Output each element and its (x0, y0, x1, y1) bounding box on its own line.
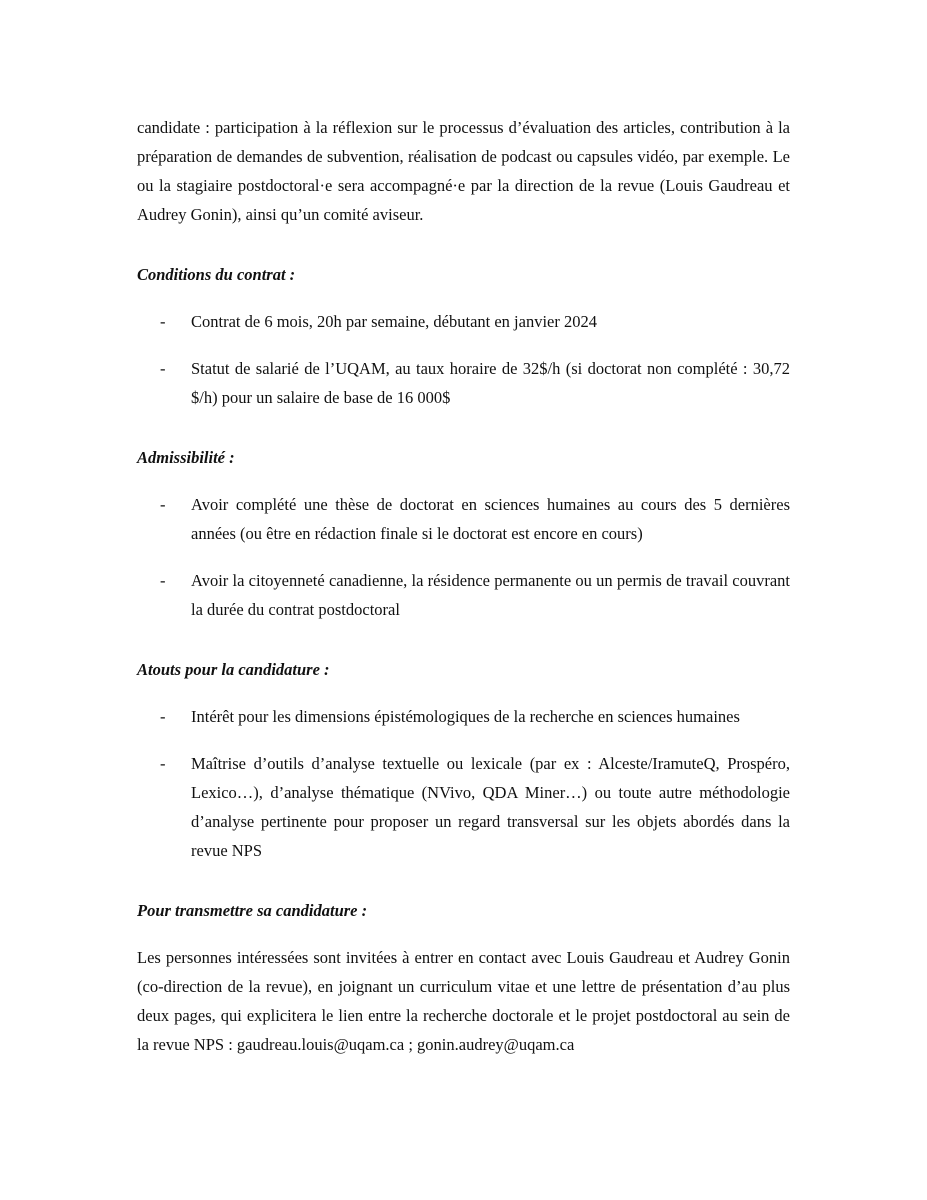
bullet-dash: - (160, 707, 166, 726)
list-item (137, 354, 790, 412)
final-paragraph: Les personnes intéressées sont invitées à entrer en contact avec Louis Gaudreau et Audrey Gonin (co-direction de la revue), en joignant un curriculum vitae et une lettre de présentation d’au plus deux pages, qui explicitera le lien entre la recherche doctorale et le projet postdoctoral au sein de la revue NPS : gaudreau.louis@uqam.ca ; gonin.audrey@uqam.ca (137, 948, 790, 1054)
bullet-dash: - (160, 571, 166, 590)
list-item (137, 490, 790, 548)
list-item (137, 749, 790, 865)
bullet-dash: - (160, 495, 166, 514)
heading-pour-transmettre-sa-candidature: Pour transmettre sa candidature : (137, 901, 368, 920)
list-item (137, 702, 790, 731)
list-admissibilite (137, 490, 790, 624)
list-item-text: Contrat de 6 mois, 20h par semaine, débutant en janvier 2024 (191, 312, 597, 331)
list-item-text: Maîtrise d’outils d’analyse textuelle ou lexicale (par ex : Alceste/IramuteQ, Prospéro, Lexico…), d’analyse thématique (NVivo, QDA Miner…) ou toute autre méthodologie d’analyse pertinente pour proposer un regard transversal sur les objets abordés dans la revue NPS (191, 754, 790, 860)
document-page (137, 113, 790, 1059)
heading-admissibilite: Admissibilité : (137, 448, 235, 467)
list-atouts-pour-la-candidature (137, 702, 790, 865)
bullet-dash: - (160, 312, 166, 331)
list-conditions-du-contrat (137, 307, 790, 412)
heading-conditions-du-contrat: Conditions du contrat : (137, 265, 296, 284)
list-item (137, 566, 790, 624)
list-item-text: Avoir la citoyenneté canadienne, la résidence permanente ou un permis de travail couvrant la durée du contrat postdoctoral (191, 571, 790, 619)
heading-atouts-pour-la-candidature: Atouts pour la candidature : (137, 660, 330, 679)
intro-paragraph: candidate : participation à la réflexion sur le processus d’évaluation des articles, contribution à la préparation de demandes de subvention, réalisation de podcast ou capsules vidéo, par exemple. Le ou la stagiaire postdoctoral·e sera accompagné·e par la direction de la revue (Louis Gaudreau et Audrey Gonin), ainsi qu’un comité aviseur. (137, 118, 790, 224)
bullet-dash: - (160, 359, 166, 378)
list-item-text: Avoir complété une thèse de doctorat en sciences humaines au cours des 5 dernières années (ou être en rédaction finale si le doctorat est encore en cours) (191, 495, 790, 543)
list-item (137, 307, 790, 336)
bullet-dash: - (160, 754, 166, 773)
list-item-text: Intérêt pour les dimensions épistémologiques de la recherche en sciences humaines (191, 707, 740, 726)
list-item-text: Statut de salarié de l’UQAM, au taux horaire de 32$/h (si doctorat non complété : 30,72 $/h) pour un salaire de base de 16 000$ (191, 359, 790, 407)
